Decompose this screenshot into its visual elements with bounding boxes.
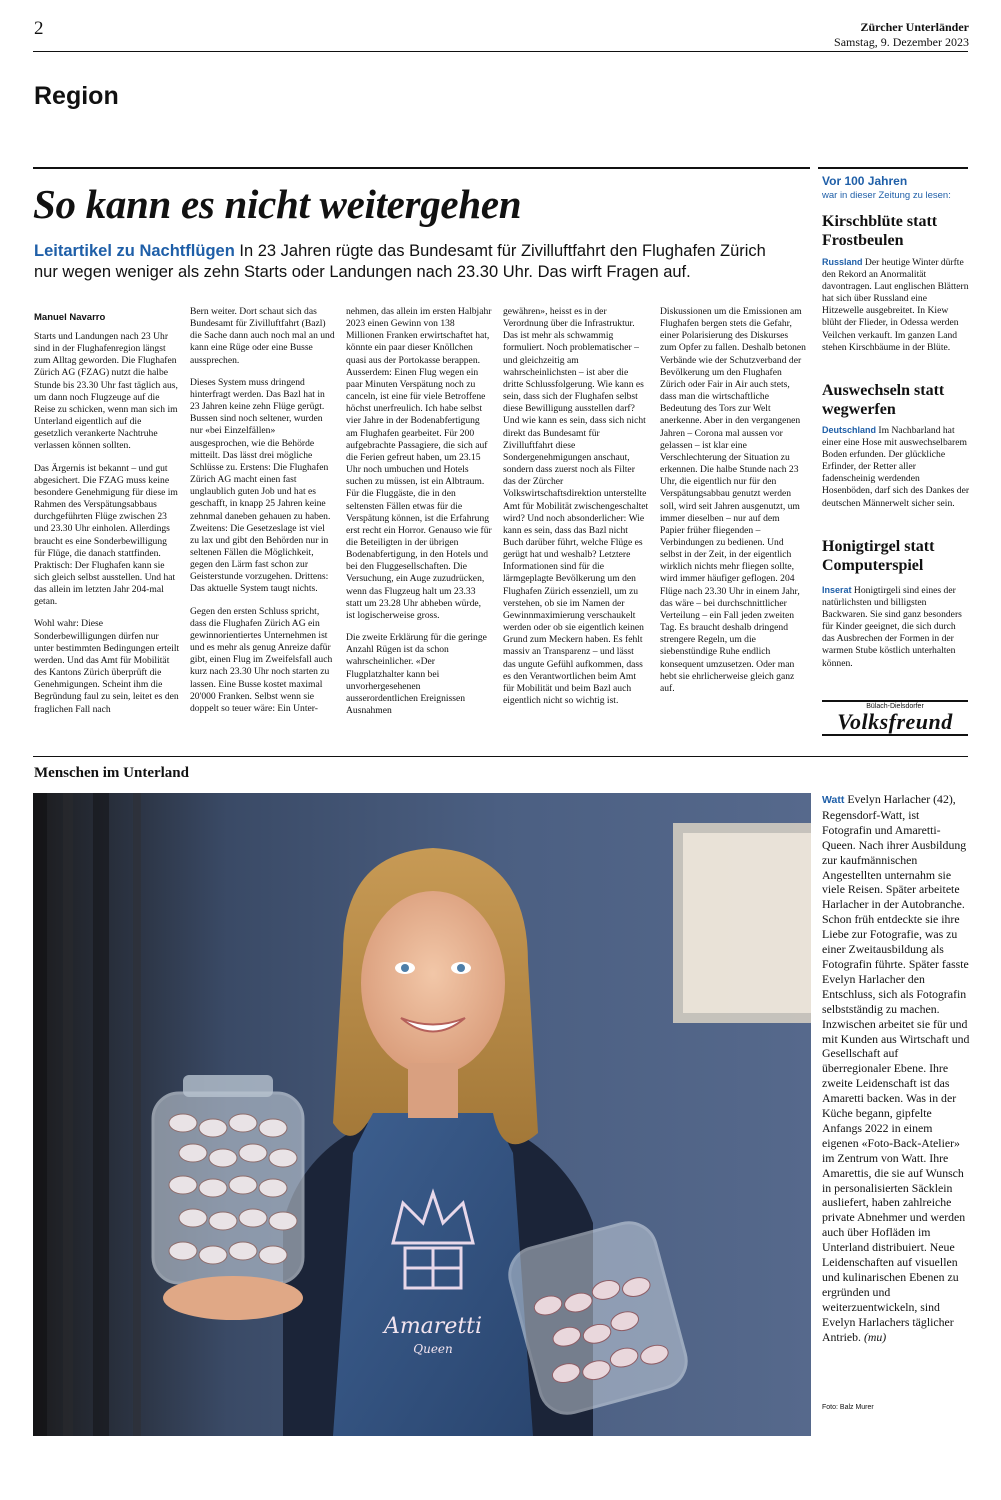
volksfreund-logo (822, 700, 968, 736)
sidebar-item-body: Im Nachbarland hat einer eine Hose mit auswechselbarem Boden erfunden. Der glückliche Erfinder, der Retter aller fadenscheinig werdenden Hosenböden, darf sich des Dankes der deutschen Männerwelt sicher sein. (822, 425, 970, 509)
portrait-body: Evelyn Harlacher (42), Regensdorf-Watt, ist Fotografin und Amaretti-Queen. Nach ihrer Ausbildung zur kaufmännischen Angestellten unternahm sie viele Reisen. Später arbeitete Harlacher in der Autobranche. Schon früh entdeckte sie ihre Liebe zur Fotografie, was zu einer Zweitausbildung als Fotografin führte. Später fasste Evelyn Harlacher den Entschluss, sich als Fotografin selbstständig zu machen. Inzwischen arbeitet sie für und mit Kunden aus Wirtschaft und Gesellschaft auf überregionaler Ebene. Ihre zweite Leidenschaft ist das Amaretti backen. Was in der Küche begann, gipfelte Anfangs 2022 in einem eigenen «Foto-Back-Atelier» im Zentrum von Watt. Ihre Amarettis, die sie auf Wunsch in personalisierten Säcklein ausliefert, haben zahlreiche private Abnehmer und werden auch über Hofläden im Unterland distribuiert. Neue Leidenschaften auf visuellen und kulinarischen Ebenen zu ergründen und weiterzuentwickeln, sind Evelyn Harlachers täglicher Antrieb. (822, 792, 970, 1344)
paragraph: nehmen, das allein im ersten Halbjahr 2023 einen Gewinn von 138 Millionen Franken erwirtschaftet hat, könnte ein paar dieser Knöllchen quasi aus der Portokasse berappen. Ausserdem: Einen Flug wegen ein paar Minuten Verspätung noch zu canceln, ist eine für viele Betroffene höchst unerfreulich. Ich habe selbst vier Jahre in der Bodenabfertigung am Flughafen gearbeitet. Für 200 aufgebrachte Passagiere, die sich auf die Ferien gefreut haben, um 23.15 Uhr noch umbuchen und Hotels suchen zu müssen, ist ein Albtraum. Für die Fluggäste, die in den seltensten Fällen etwas für die Verspätung können, ist die Erfahrung erst recht ein Horror. Genauso wie für die Beteiligten in der übrigen Bodenabfertigung, in den Hotels und bei den Fluggesellschaften. Die Versuchung, ein Auge zuzudrücken, wenn das Flugzeug halt um 23.33 statt um 23.28 Uhr abheben würde, ist logischerweise gross. (346, 306, 492, 621)
article-top-rule (33, 167, 810, 169)
logo-small-text: Bülach-Dielsdorfer (866, 703, 924, 710)
page-number: 2 (34, 18, 44, 39)
apron-text-queen: Queen (413, 1342, 453, 1356)
sidebar-item-headline: Auswechseln statt wegwerfen (822, 382, 945, 418)
article-column-4 (503, 306, 649, 742)
section-title: Region (34, 82, 119, 110)
author-byline: Manuel Navarro (34, 312, 106, 323)
portrait-photo (33, 793, 811, 1436)
paragraph: Die zweite Erklärung für die geringe Anzahl Rügen ist da schon wahrscheinlicher. «Der Flugplatzhalter kann bei unvorhergesehenen ausserordentlichen Ereignissen Ausnahmen (346, 632, 487, 716)
paragraph: Wohl wahr: Diese Sonderbewilligungen dürfen nur unter bestimmten Bedingungen erteilt werden. Und das Amt für Mobilität des Kantons Zürich überprüft die Genehmigungen. Scheint ihm die Begründung faul zu sein, leitet es den fraglichen Fall nach (34, 618, 180, 715)
portrait-keyword: Watt (822, 794, 845, 806)
sidebar-item-text (822, 256, 970, 364)
paragraph: Starts und Landungen nach 23 Uhr sind in der Flughafenregion längst zum Alltag geworden. Die Flughafen Zürich AG (FZAG) nutzt die halbe Stunde bis 23.30 Uhr fast täglich aus, um dann noch Flugzeuge auf die Reise zu schicken, wenn man sich im Unterland eigentlich auf die gesetzlich verankerte Nachtruhe verlassen können sollten. (34, 331, 178, 452)
sidebar-item-text (822, 584, 970, 684)
headline: So kann es nicht weitergehen (33, 181, 522, 227)
article-column-3 (346, 306, 492, 742)
paragraph: Dieses System muss dringend hinterfragt werden. Das Bazl hat in 23 Jahren keine zehn Flüge gerügt. Bussen sind noch seltener, wurden nur «bei Einzelfällen» ausgesprochen, wie die Behörde mitteilt. Das lässt drei mögliche Schlüsse zu. Erstens: Die Flughafen Zürich AG macht einen fast unglaublich guten Job und hat es geschafft, in knapp 25 Jahren keine zehnmal daneben gehauen zu haben. Zweitens: Die Gesetzeslage ist viel zu lax und gibt den Behörden nur in seltenen Fällen die Möglichkeit, gegen den Lärm fast schon zur Geisterstunde vorzugehen. Drittens: Das aktuelle System taugt nichts. (190, 376, 331, 595)
sidebar-item-body: Honigtirgeli sind eines der natürlichsten und billigsten Backwaren. Sie sind ganz besonders für Kinder geeignet, die sich durch das Ausbrechen der Formen in der warmen Stube köstlich unterhalten können. (822, 585, 962, 669)
sidebar-item-text (822, 424, 970, 522)
article-column-2 (190, 306, 336, 742)
paragraph: Diskussionen um die Emissionen am Flughafen bergen stets die Gefahr, einer Polarisierung des Diskurses zum Opfer zu fallen. Deshalb betonen Verbände wie der Schutzverband der Bevölkerung um den Flughafen Zürich oder Fair in Air auch stets, dass man die wirtschaftliche Bedeutung des Tors zur Welt anerkenne. Aber in den vergangenen Jahren – Corona mal aussen vor gelassen – ist klar eine Verschlechterung der Situation zu erkennen. Die halbe Stunde nach 23 Uhr, die eigentlich nur für den Verspätungsabbau genutzt werden soll, wird seit Jahren ausgenutzt, um immer dieselben – nur auf dem Papier früher fliegenden – Verbindungen zu bedienen. Und selbst in der Zeit, in der eigentlich wirklich nichts mehr fliegen sollte, wird immer häufiger geflogen. 204 Flüge nach 23.30 Uhr in einem Jahr, das wäre – bei durchschnittlicher Verteilung – ein Fall jeden zweiten Tag. Es braucht deshalb dringend strengere Regeln, um die siebenstündige Ruhe endlich konsequent umzusetzen. Oder man hebt sie ehrlicherweise gleich ganz auf. (660, 306, 806, 694)
lead-text: In 23 Jahren rügte das Bundesamt für Zivilluftfahrt den Flughafen Zürich nur wegen weniger als zehn Starts oder Landungen nach 23.30 Uhr. Das wirft Fragen auf. (34, 242, 766, 281)
apron-text-amaretti: Amaretti (383, 1314, 483, 1339)
article-lead (34, 241, 774, 283)
menschen-section-title: Menschen im Unterland (34, 765, 189, 781)
sidebar-subtitle: war in dieser Zeitung zu lesen: (822, 190, 951, 201)
article-column-1 (34, 331, 180, 741)
portrait-text (822, 792, 970, 1345)
article-column-5 (660, 306, 806, 742)
menschen-top-rule (33, 756, 968, 757)
portrait-signature: (mu) (863, 1329, 887, 1344)
sidebar-item-keyword: Deutschland (822, 425, 877, 435)
paragraph: Bern weiter. Dort schaut sich das Bundesamt für Zivilluftfahrt (Bazl) die Sache dann auch noch mal an und kann eine Rüge oder eine Busse aussprechen. (190, 306, 335, 366)
sidebar-item-keyword: Russland (822, 257, 863, 267)
masthead-name: Zürcher Unterländer (860, 20, 969, 34)
sidebar-title: Vor 100 Jahren (822, 174, 908, 188)
sidebar-item-headline: Kirschblüte statt Frostbeulen (822, 213, 938, 249)
paragraph: gewähren», heisst es in der Verordnung über die Infrastruktur. Das ist mehr als schwammig formuliert. Noch problematischer – und gleichzeitig am wahrscheinlichsten – ist aber die dritte Schlussfolgerung. Wie kann es sein, dass sich der Flughafen selbst diese Bewilligung ausstellen darf? Und wie kann es sein, dass sich nicht direkt das Bundesamt für Zivilluftfahrt diese Sondergenehmigungen anschaut, sondern dass zuerst noch als Filter das der Zürcher Volkswirtschaftsdirektion unterstellte Amt für Mobilität zwischengeschaltet wird? Und noch absonderlicher: Wie kann es sein, dass das Bazl nicht Buch darüber führt, welche Flüge es gerügt hat und weshalb? Letztere Informationen sind für die lärmgeplagte Bevölkerung um den Flughafen Zürich essenziell, um zu verstehen, ob sie im Namen der Gewinnmaximierung verschaukelt werden oder ob sie eigentlich keinen Grund zum Meckern haben. Es fehlt massiv an Transparenz – und lässt das ungute Gefühl aufkommen, dass es den Verantwortlichen beim Amt für Mobilität und beim Bazl auch eigentlich nicht so wichtig ist. (503, 306, 649, 706)
sidebar-item-keyword: Inserat (822, 585, 852, 595)
lead-kicker: Leitartikel zu Nachtflügen (34, 242, 235, 260)
sidebar-item-body: Der heutige Winter dürfte den Rekord an Anormalität davontragen. Laut englischen Blättern hat sich über Russland eine Hitzewelle ausgebreitet. In Kiew blüht der Flieder, in Odessa werden Veilchen verkauft. Im ganzen Land stehen Kirschbäume in der Blüte. (822, 257, 969, 353)
top-rule (33, 51, 968, 52)
sidebar-item-headline: Honigtirgel statt Computerspiel (822, 538, 935, 574)
photo-credit: Foto: Balz Murer (822, 1404, 874, 1411)
paragraph: Das Ärgernis ist bekannt – und gut abgesichert. Die FZAG muss keine besondere Genehmigung für diese im Rahmen des Verspätungsabbaus durchgeführten Flüge zwischen 23 und 23.30 Uhr einholen. Allerdings braucht es eine Sonderbewilligung für Flüge, die danach stattfinden. Praktisch: Der Flughafen kann sie sich gleich selbst ausstellen. Und hat das allein im letzten Jahr 204-mal getan. (34, 462, 178, 608)
masthead-date: Samstag, 9. Dezember 2023 (834, 35, 969, 49)
sidebar-top-rule (818, 167, 968, 169)
logo-big-text: Volksfreund (837, 709, 953, 734)
paragraph: Gegen den ersten Schluss spricht, dass die Flughafen Zürich AG ein gewinnorientiertes Unternehmen ist und es mehr als genug Anreize dafür gibt, einen Flug im Zweifelsfall auch kurz nach 23.30 Uhr noch starten zu lassen. Eine Busse kostet maximal 20'000 Franken. Selbst wenn sie doppelt so teuer wäre: Ein Unter- (190, 605, 333, 714)
